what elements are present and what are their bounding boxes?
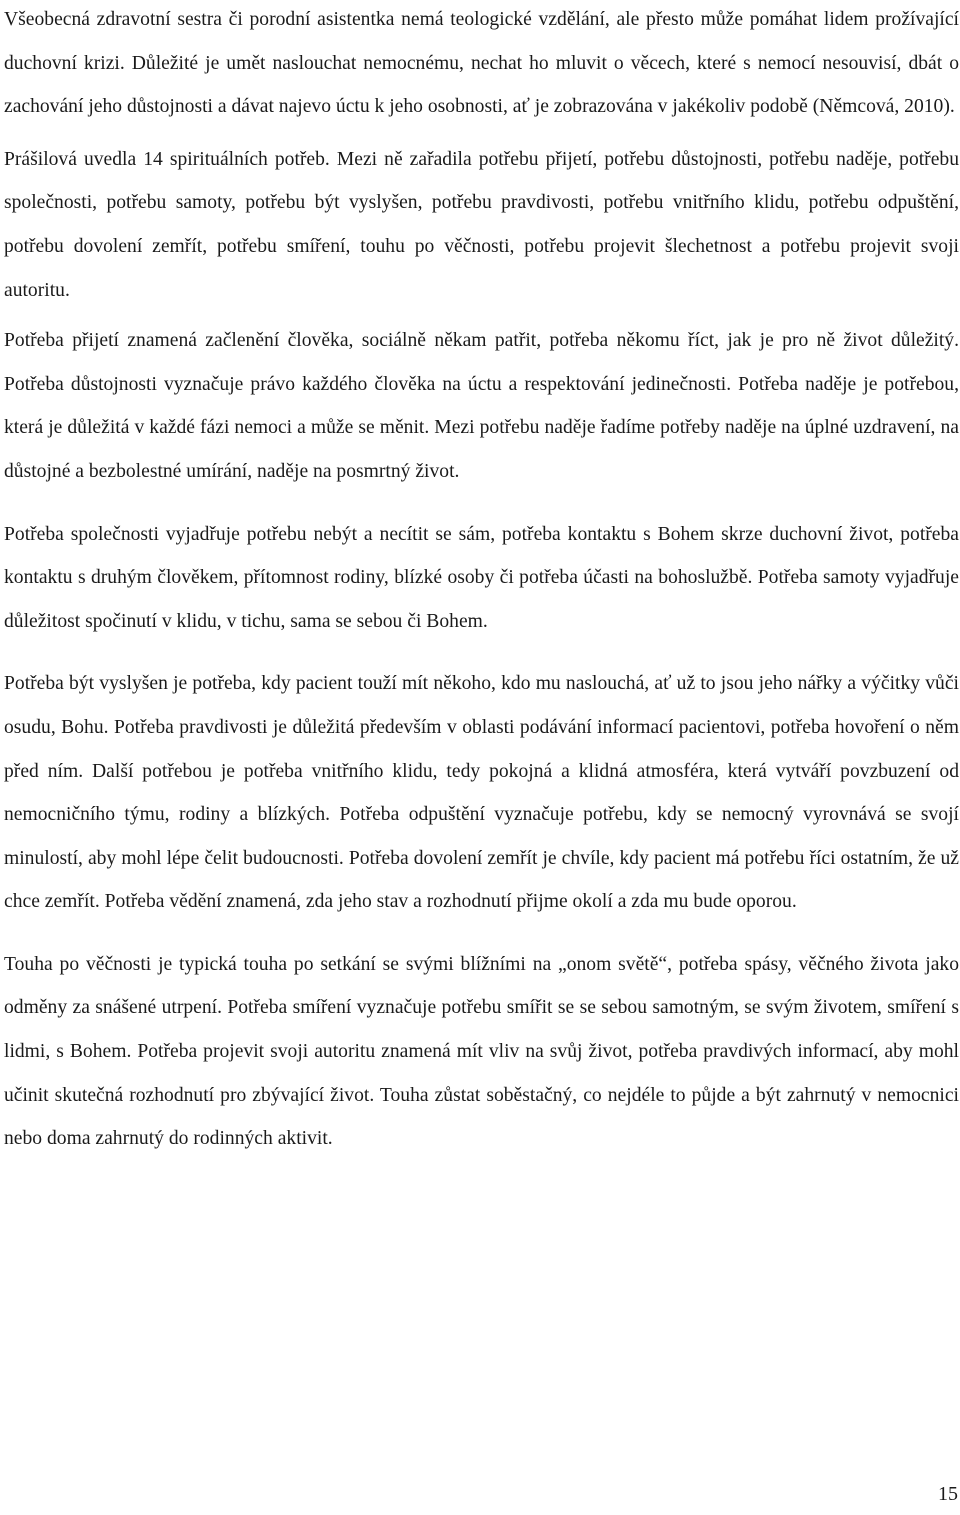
paragraph-heard-truth-peace-forgiveness: Potřeba být vyslyšen je potřeba, kdy pacient touží mít někoho, kdo mu naslouchá, ať už to jsou jeho nářky a výčitky vůči osudu, Bohu. Potřeba pravdivosti je důležitá především v oblasti podávání informací pacientovi, potřeba hovoření o něm před ním. Další potřebou je potřeba vnitřního klidu, tedy pokojná a klidná atmosféra, která vytváří povzbuzení od nemocničního týmu, rodiny a blízkých. Potřeba odpuštění vyznačuje potřebu, kdy se nemocný vyrovnává se svojí minulostí, aby mohl lépe čelit budoucnosti. Potřeba dovolení zemřít je chvíle, kdy pacient má potřebu říci ostatním, že už chce zemřít. Potřeba vědění znamená, zda jeho stav a rozhodnutí přijme okolí a zda mu bude oporou. — [4, 673, 959, 913]
paragraph-eternity-reconciliation-authority: Touha po věčnosti je typická touha po setkání se svými blížními na „onom světě“, potřeba spásy, věčného života jako odměny za snášené utrpení. Potřeba smíření vyznačuje potřebu smířit se se sebou samotným, se svým životem, smíření s lidmi, s Bohem. Potřeba projevit svoji autoritu znamená mít vliv na svůj život, potřeba pravdivých informací, aby mohl učinit skutečná rozhodnutí pro zbývající život. Touha zůstat soběstačný, co nejdéle to půjde a být zahrnutý v nemocnici nebo doma zahrnutý do rodinných aktivit. — [4, 953, 959, 1150]
page-number: 15 — [938, 1483, 958, 1505]
paragraph-spiritual-needs-list: Prášilová uvedla 14 spirituálních potřeb. Mezi ně zařadila potřebu přijetí, potřebu důstojnosti, potřebu naděje, potřebu společnosti, potřebu samoty, potřebu být vyslyšen, potřebu pravdivosti, potřebu vnitřního klidu, potřebu odpuštění, potřebu dovolení zemřít, potřebu smíření, touhu po věčnosti, potřebu projevit šlechetnost a potřebu projevit svoji autoritu. — [4, 148, 959, 301]
paragraph-spiritual-care-intro: Všeobecná zdravotní sestra či porodní asistentka nemá teologické vzdělání, ale přesto může pomáhat lidem prožívající duchovní krizi. Důležité je umět naslouchat nemocnému, nechat ho mluvit o věcech, které s nemocí nesouvisí, dbát o zachování jeho důstojnosti a dávat najevo úctu k jeho osobnosti, ať je zobrazována v jakékoliv podobě (Němcová, 2010). — [4, 9, 959, 118]
paragraph-company-solitude: Potřeba společnosti vyjadřuje potřebu nebýt a necítit se sám, potřeba kontaktu s Bohem skrze duchovní život, potřeba kontaktu s druhým člověkem, přítomnost rodiny, blízké osoby či potřeba účasti na bohoslužbě. Potřeba samoty vyjadřuje důležitost spočinutí v klidu, v tichu, sama se sebou či Bohem. — [4, 523, 959, 632]
document-page — [4, 0, 959, 1161]
paragraph-acceptance-dignity-hope: Potřeba přijetí znamená začlenění člověka, sociálně někam patřit, potřeba někomu říct, jak je pro ně život důležitý. Potřeba důstojnosti vyznačuje právo každého člověka na úctu a respektování jedinečnosti. Potřeba naděje je potřebou, která je důležitá v každé fázi nemoci a může se měnit. Mezi potřebu naděje řadíme potřeby naděje na úplné uzdravení, na důstojné a bezbolestné umírání, naděje na posmrtný život. — [4, 330, 959, 482]
